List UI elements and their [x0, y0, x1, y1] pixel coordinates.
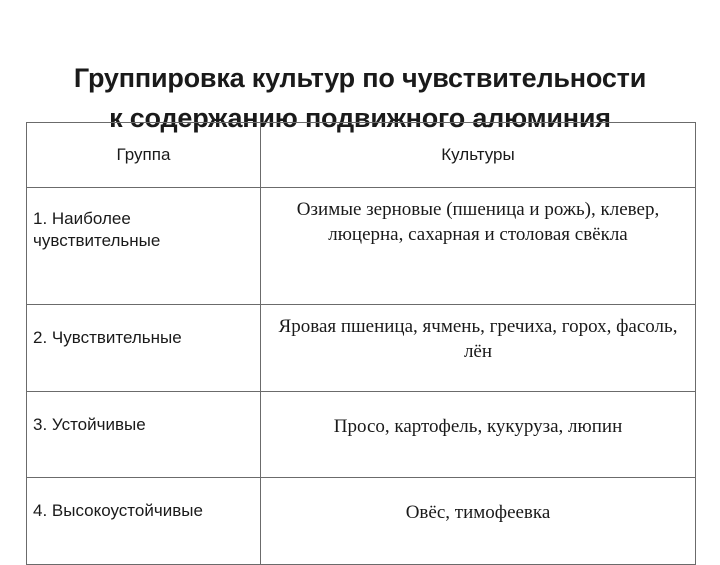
crop-sensitivity-table [26, 122, 696, 565]
table-header-row [27, 123, 696, 188]
crops-cell: Овёс, тимофеевка [261, 478, 696, 565]
table-row [27, 478, 696, 565]
column-header-group: Группа [27, 123, 261, 188]
crops-cell: Просо, картофель, кукуруза, люпин [261, 392, 696, 478]
column-header-crops: Культуры [261, 123, 696, 188]
crops-cell: Яровая пшеница, ячмень, гречиха, горох, фасоль, лён [261, 305, 696, 392]
page-title-line-1: Группировка культур по чувствительности [73, 63, 647, 94]
table-row [27, 305, 696, 392]
group-cell: 4. Высокоустойчивые [27, 478, 261, 565]
group-cell: 2. Чувствительные [27, 305, 261, 392]
group-cell: 1. Наиболее чувствительные [27, 188, 261, 305]
crops-cell: Озимые зерновые (пшеница и рожь), клевер, люцерна, сахарная и столовая свёкла [261, 188, 696, 305]
table-row [27, 392, 696, 478]
page-title-line-2: к содержанию подвижного алюминия [109, 103, 611, 134]
table-row [27, 188, 696, 305]
group-cell: 3. Устойчивые [27, 392, 261, 478]
